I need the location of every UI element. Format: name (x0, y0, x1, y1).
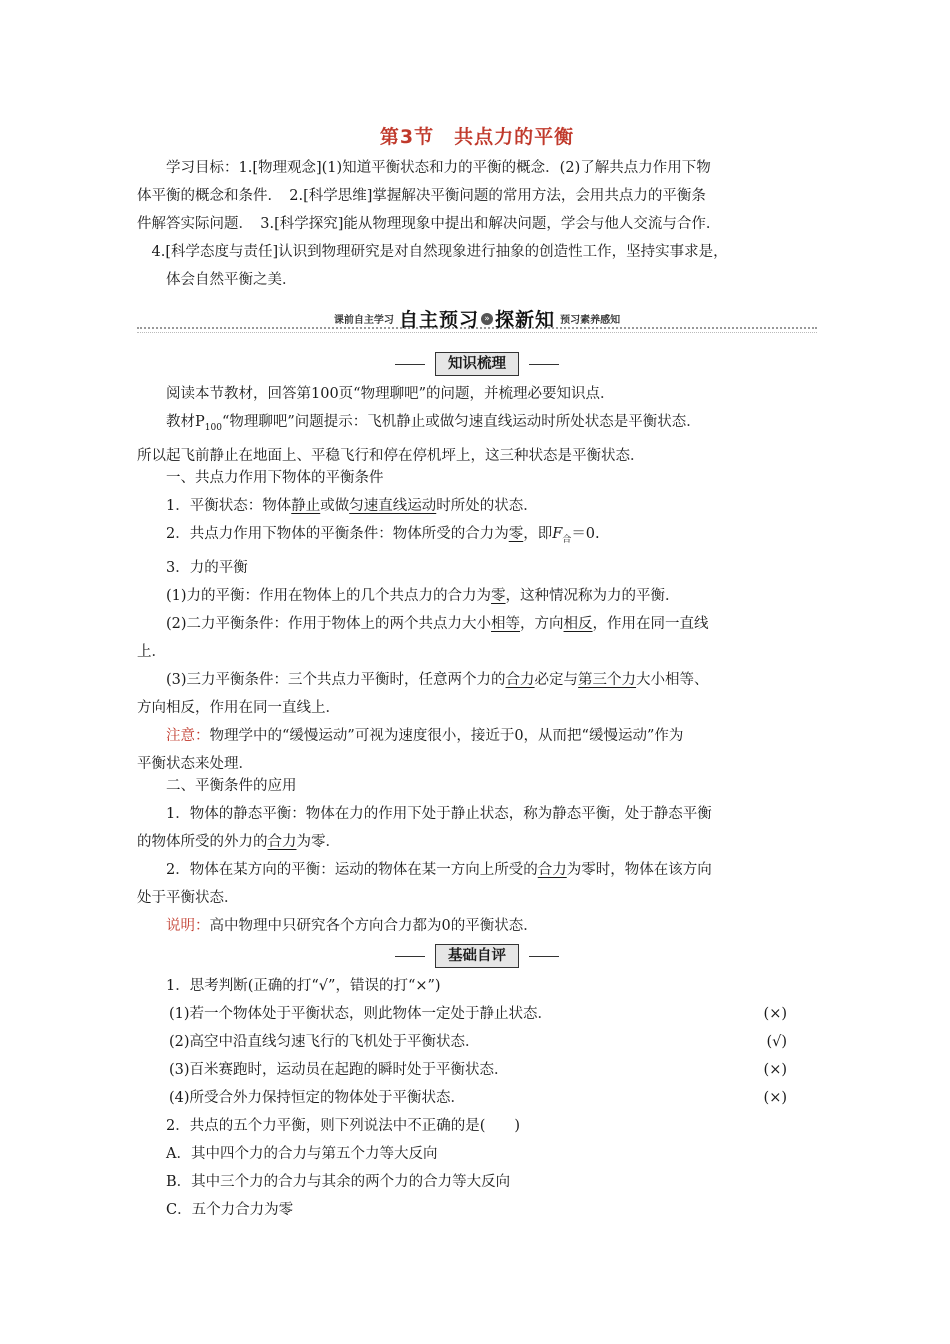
part1-item-1 (137, 492, 817, 520)
banner-left-label: 课前自主学习 (333, 315, 394, 326)
learning-objectives (137, 154, 817, 294)
text: 为零时，物体在该方向 (566, 862, 712, 878)
blank-answer: 静止 (291, 498, 321, 514)
part1-sub-1 (137, 582, 817, 610)
section-heading-label: 基础自评 (435, 944, 519, 968)
objective-line: 体会自然平衡之美． (166, 272, 297, 288)
quiz-option: C．五个力合力为零 (166, 1202, 294, 1218)
explain-label: 说明： (166, 918, 210, 934)
text: 时所处的状态． (436, 498, 538, 514)
quiz-q2 (137, 1112, 817, 1224)
part2 (137, 772, 817, 940)
text: ，方向 (520, 615, 564, 632)
blank-answer: 零 (508, 526, 524, 542)
text: 高中物理中只研究各个方向合力都为0的平衡状态． (209, 918, 538, 934)
part1-item-3: 3．力的平衡 (166, 559, 248, 576)
part2-item-1-cont (137, 828, 817, 856)
objective-line: 4.[科学态度与责任]认识到物理研究是对自然现象进行抽象的创造性工作，坚持实事求是， (151, 244, 728, 260)
quiz-option: B．其中三个力的合力与其余的两个力的合力等大反向 (166, 1174, 511, 1190)
judgment-text: (3)百米赛跑时，运动员在起跑的瞬时处于平衡状态． (169, 1062, 509, 1078)
part1-sub-3 (137, 666, 817, 694)
text: 2．物体在某方向的平衡：运动的物体在某一方向上所受的 (166, 862, 538, 878)
blank-answer: 相等 (491, 615, 521, 632)
text: ，作用在同一直线 (592, 615, 709, 632)
text: (3)三力平衡条件：三个共点力平衡时，任意两个力的 (166, 671, 506, 688)
intro-line: 阅读本节教材，回答第100页“物理聊吧”的问题，并梳理必要知识点． (166, 386, 615, 402)
text: (1)力的平衡：作用在物体上的几个共点力的合力为 (166, 587, 492, 604)
text: 的物体所受的外力的 (137, 834, 268, 850)
part1 (137, 464, 817, 778)
blank-answer: 零 (491, 587, 506, 604)
blank-answer: 第三个力 (578, 671, 637, 688)
quiz-question: 1．思考判断(正确的打“√”，错误的打“×”) (166, 978, 441, 994)
text: 2．共点力作用下物体的平衡条件：物体所受的合力为 (166, 526, 509, 542)
judgment-text: (2)高空中沿直线匀速飞行的飞机处于平衡状态． (169, 1034, 480, 1050)
formula-symbol: F (552, 526, 563, 542)
page-title: 第3节 共点力的平衡 (379, 126, 575, 148)
part2-item-2 (137, 856, 817, 884)
judgment-text: (1)若一个物体处于平衡状态，则此物体一定处于静止状态． (169, 1006, 553, 1022)
text: 大小相等、 (636, 671, 709, 688)
note (137, 722, 817, 750)
text: ，即 (523, 526, 553, 542)
judgment-mark: (×) (763, 1062, 787, 1078)
blank-answer: 匀速直线运动 (349, 498, 437, 514)
intro-text-part: 教材P (166, 414, 205, 430)
part1-sub-2 (137, 610, 817, 638)
part1-sub-3-cont: 方向相反，作用在同一直线上． (137, 699, 340, 716)
text: 物理学中的“缓慢运动”可视为速度很小，接近于0，从而把“缓慢运动”作为 (209, 727, 684, 744)
section-heading-self-eval (137, 944, 817, 970)
judgment-mark: (√) (766, 1034, 787, 1050)
text: 为零． (296, 834, 340, 850)
banner-title-1: 自主预习 (398, 309, 479, 331)
banner-title-2: 探新知 (495, 309, 556, 331)
arrow-icon: » (481, 313, 493, 325)
section-heading-knowledge (137, 352, 817, 378)
blank-answer: 合力 (537, 862, 567, 878)
heading-rule (529, 956, 559, 957)
quiz-question: 2．共点的五个力平衡，则下列说法中不正确的是( ) (166, 1118, 521, 1134)
banner-text (137, 305, 817, 332)
section-banner (137, 305, 817, 335)
intro-line (137, 408, 817, 442)
intro-text (137, 380, 817, 470)
text: 或做 (320, 498, 350, 514)
heading-rule (395, 364, 425, 365)
objective-line: 学习目标：1.[物理观念](1)知道平衡状态和力的平衡的概念．(2)了解共点力作用下物 (166, 160, 711, 176)
judgment-mark: (×) (763, 1090, 787, 1106)
part1-heading: 一、共点力作用下物体的平衡条件 (166, 470, 384, 486)
text: ＝0. (571, 526, 600, 542)
part1-item-2 (137, 520, 817, 554)
objective-line: 件解答实际问题． 3.[科学探究]能从物理现象中提出和解决问题，学会与他人交流与合作． (137, 216, 721, 232)
intro-line: 所以起飞前静止在地面上、平稳飞行和停在停机坪上，这三种状态是平衡状态． (137, 447, 645, 464)
blank-answer: 相反 (563, 615, 593, 632)
heading-rule (529, 364, 559, 365)
explain (137, 912, 817, 940)
part2-item-2-cont: 处于平衡状态． (137, 890, 239, 906)
blank-answer: 合力 (267, 834, 297, 850)
part1-sub-2-cont: 上． (137, 643, 166, 660)
intro-text-part: “物理聊吧”问题提示：飞机静止或做匀速直线运动时所处状态是平衡状态． (221, 414, 701, 430)
part2-item-1: 1．物体的静态平衡：物体在力的作用下处于静止状态，称为静态平衡，处于静态平衡 (166, 806, 712, 822)
judgment-text: (4)所受合外力保持恒定的物体处于平衡状态． (169, 1090, 466, 1106)
judgment-mark: (×) (763, 1006, 787, 1022)
formula-subscript: 合 (562, 534, 572, 545)
quiz-q1 (137, 972, 817, 1000)
section-heading-label: 知识梳理 (435, 352, 519, 376)
page-subscript: 100 (204, 422, 222, 433)
objective-line: 体平衡的概念和条件． 2.[科学思维]掌握解决平衡问题的常用方法，会用共点力的平衡条 (137, 188, 706, 204)
part2-heading: 二、平衡条件的应用 (166, 778, 297, 794)
note-cont: 平衡状态来处理． (137, 755, 253, 772)
banner-dotted-line (137, 332, 817, 333)
quiz-option: A．其中四个力的合力与第五个力等大反向 (166, 1146, 438, 1162)
heading-rule (395, 956, 425, 957)
banner-right-label: 预习素养感知 (560, 315, 621, 326)
note-label: 注意： (166, 727, 210, 744)
text: 1．平衡状态：物体 (166, 498, 292, 514)
blank-answer: 合力 (505, 671, 535, 688)
text: ，这种情况称为力的平衡． (505, 587, 680, 604)
text: 必定与 (534, 671, 579, 688)
text: (2)二力平衡条件：作用于物体上的两个共点力大小 (166, 615, 492, 632)
